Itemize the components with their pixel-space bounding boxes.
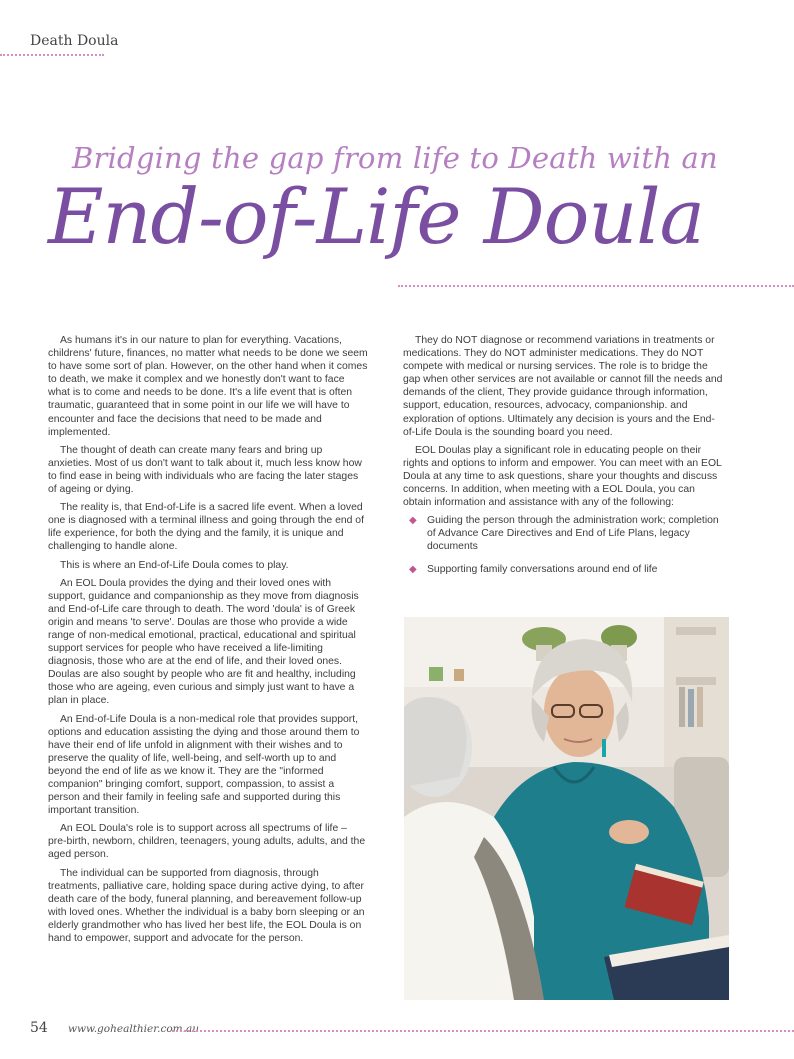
header-divider: [0, 54, 104, 56]
article-photo: [404, 617, 729, 1000]
footer-url: www.gohealthier.com.au: [68, 1023, 199, 1035]
photo-illustration: [404, 617, 729, 1000]
right-column: [403, 334, 725, 585]
paragraph: An EOL Doula's role is to support across all spectrums of life – pre-birth, newborn, children, teenagers, young adults, adults, and the aged person.: [48, 823, 366, 861]
paragraph: The thought of death can create many fears and bring up anxieties. Most of us don't want to talk about it, much less know how to find ease in being with individuals who are facing the later stages of ageing or dying.: [48, 444, 362, 496]
paragraph: This is where an End-of-Life Doula comes to play.: [60, 559, 289, 571]
article-title: End-of-Life Doula: [48, 172, 704, 261]
paragraph: An EOL Doula provides the dying and their loved ones with support, guidance and companionship as they move from diagnosis and End-of-Life care through to death. The word 'doula' is of Greek origin and means 'to serve'. Doulas are those who provide a wide range of non-medical emotional, practical, educational and spiritual support services for people who have received a life-limiting diagnosis, those who are at the end of life, and their loved ones. Doulas are also sought by people who are fit and healthy, including those who are ageing, even curious and simply just want to have a plan in place.: [48, 577, 359, 707]
bullet-list: [403, 514, 725, 575]
paragraph: They do NOT diagnose or recommend variations in treatments or medications. They do NOT administer medications. They do NOT compete with medical or nursing services. The role is to bridge the gap when other services are not available or cannot fill the needs and demands of the client, They provide guidance through information, support, education, resources, advocacy, companionship. and exploration of options. Ultimately any decision is yours and the End-of-Life Doula is the sounding board you need.: [403, 335, 723, 438]
list-item-text: Guiding the person through the administration work; completion of Advance Care Directives and End of Life Plans, legacy documents: [427, 515, 719, 553]
paragraph: EOL Doulas play a significant role in educating people on their rights and options to inform and empower. You can meet with an EOL Doula at any time to ask questions, share your thoughts and discuss concerns. In addition, when meeting with a EOL Doula, you can obtain information and assistance with any of the following:: [403, 444, 722, 509]
diamond-bullet-icon: ◆: [409, 515, 417, 527]
paragraph: An End-of-Life Doula is a non-medical role that provides support, options and education assisting the dying and those around them to have their end of life unfold in alignment with their wishes and to preserve the quality of life, well-being, and self-worth up to and beyond the end of life as we know it. They are the "informed companion" bringing comfort, support, compassion, to assist a person and their family in feeling safe and supported during this important transition.: [48, 713, 360, 817]
paragraph: The individual can be supported from diagnosis, through treatments, palliative care, holding space during active dying, to after death care of the body, funeral planning, and bereavement follow-up with loved ones. Whether the individual is a baby born sleeping or an elderly grandmother who has lived her best life, the EOL Doula is on hand to empower, support and advocate for the person.: [48, 867, 365, 945]
paragraph: The reality is, that End-of-Life is a sacred life event. When a loved one is diagnosed with a terminal illness and going through the end of life experience, for both the dying and the family, it is unique and challenging to handle alone.: [48, 502, 364, 553]
diamond-bullet-icon: ◆: [409, 563, 417, 575]
section-tag: Death Doula: [30, 33, 119, 49]
list-item: [403, 514, 725, 553]
footer-divider: [172, 1030, 794, 1032]
paragraph: As humans it's in our nature to plan for everything. Vacations, childrens' future, finances, no matter what needs to be done we seem to have some sort of plan. However, on the other hand when it comes to death, we make it complex and we honestly don't want to face what is to come and needs to be done. It's a life event that is often traumatic, guaranteed that in some point in our life we will have to encounter and face the decisions that need to be made and implemented.: [48, 335, 368, 438]
list-item: [403, 563, 725, 576]
list-item-text: Supporting family conversations around end of life: [427, 563, 658, 575]
left-column: [48, 334, 368, 950]
article-subtitle: Bridging the gap from life to Death with an: [72, 141, 718, 175]
title-divider: [398, 285, 794, 287]
page-number: 54: [30, 1020, 48, 1036]
